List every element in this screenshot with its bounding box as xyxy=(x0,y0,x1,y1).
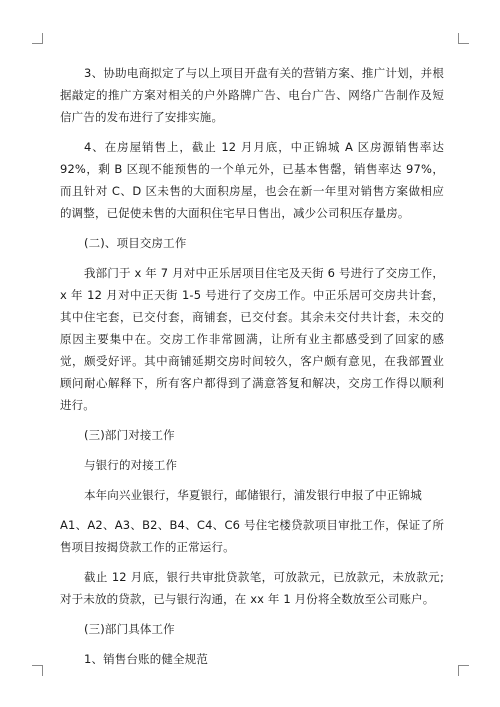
document-body xyxy=(60,62,444,678)
subheading-sales-ledger: 1、销售台账的健全规范 xyxy=(84,652,208,666)
paragraph-loan-status: 截止 12 月底，银行共审批贷款笔，可放款元，已放款元，未放款元;对于未放的贷款，已与银行沟通，在 xx 年 1 月份将全数放至公司账户。 xyxy=(60,570,444,606)
crop-mark-bottom-left xyxy=(32,665,43,676)
crop-mark-bottom-right xyxy=(458,665,469,676)
paragraph-marketing-plan: 3、协助电商拟定了与以上项目开盘有关的营销方案、推广计划，并根据敲定的推广方案对相关的户外路牌广告、电台广告、网络广告制作及短信广告的发布进行了安排实施。 xyxy=(60,66,444,124)
paragraph-loan-projects: A1、A2、A3、B2、B4、C4、C6 号住宅楼贷款项目审批工作，保证了所售项目按揭贷款工作的正常运行。 xyxy=(60,518,444,554)
crop-mark-top-right xyxy=(458,33,469,44)
paragraph-handover-details: 我部门于 x 年 7 月对中正乐居项目住宅及天街 6 号进行了交房工作，x 年 12 月对中正天街 1-5 号进行了交房工作。中正乐居可交房共计套，其中住宅套，已交付套，商铺套，已交付套。其余未交付共计套，未交的原因主要集中在。交房工作非常圆满，让所有业主都感受到了回家的感觉，颇受好评。其中商铺延期交房时间较久，客户颇有意见，在我部置业顾问耐心解释下，所有客户都得到了满意答复和解决，交房工作得以顺利进行。 xyxy=(60,266,444,412)
section-heading-department-liaison: (三)部门对接工作 xyxy=(84,428,175,442)
section-heading-handover: (二)、项目交房工作 xyxy=(84,236,187,250)
subheading-bank-liaison: 与银行的对接工作 xyxy=(84,458,178,472)
paragraph-bank-applications: 本年向兴业银行，华夏银行，邮储银行，浦发银行申报了中正锦城 xyxy=(84,488,422,502)
paragraph-sales-status: 4、在房屋销售上，截止 12 月月底，中正锦城 A 区房源销售率达 92%，剩 B 区现不能预售的一个单元外，已基本售罄，销售率达 97%，而且针对 C、D 区未售的大面积房屋，也会在新一年里对销售方案做相应的调整，已促使未售的大面积住宅早日售出，减少公司积压存量房。 xyxy=(60,140,444,220)
section-heading-specific-work: (三)部门具体工作 xyxy=(84,622,175,636)
crop-mark-top-left xyxy=(32,33,43,44)
